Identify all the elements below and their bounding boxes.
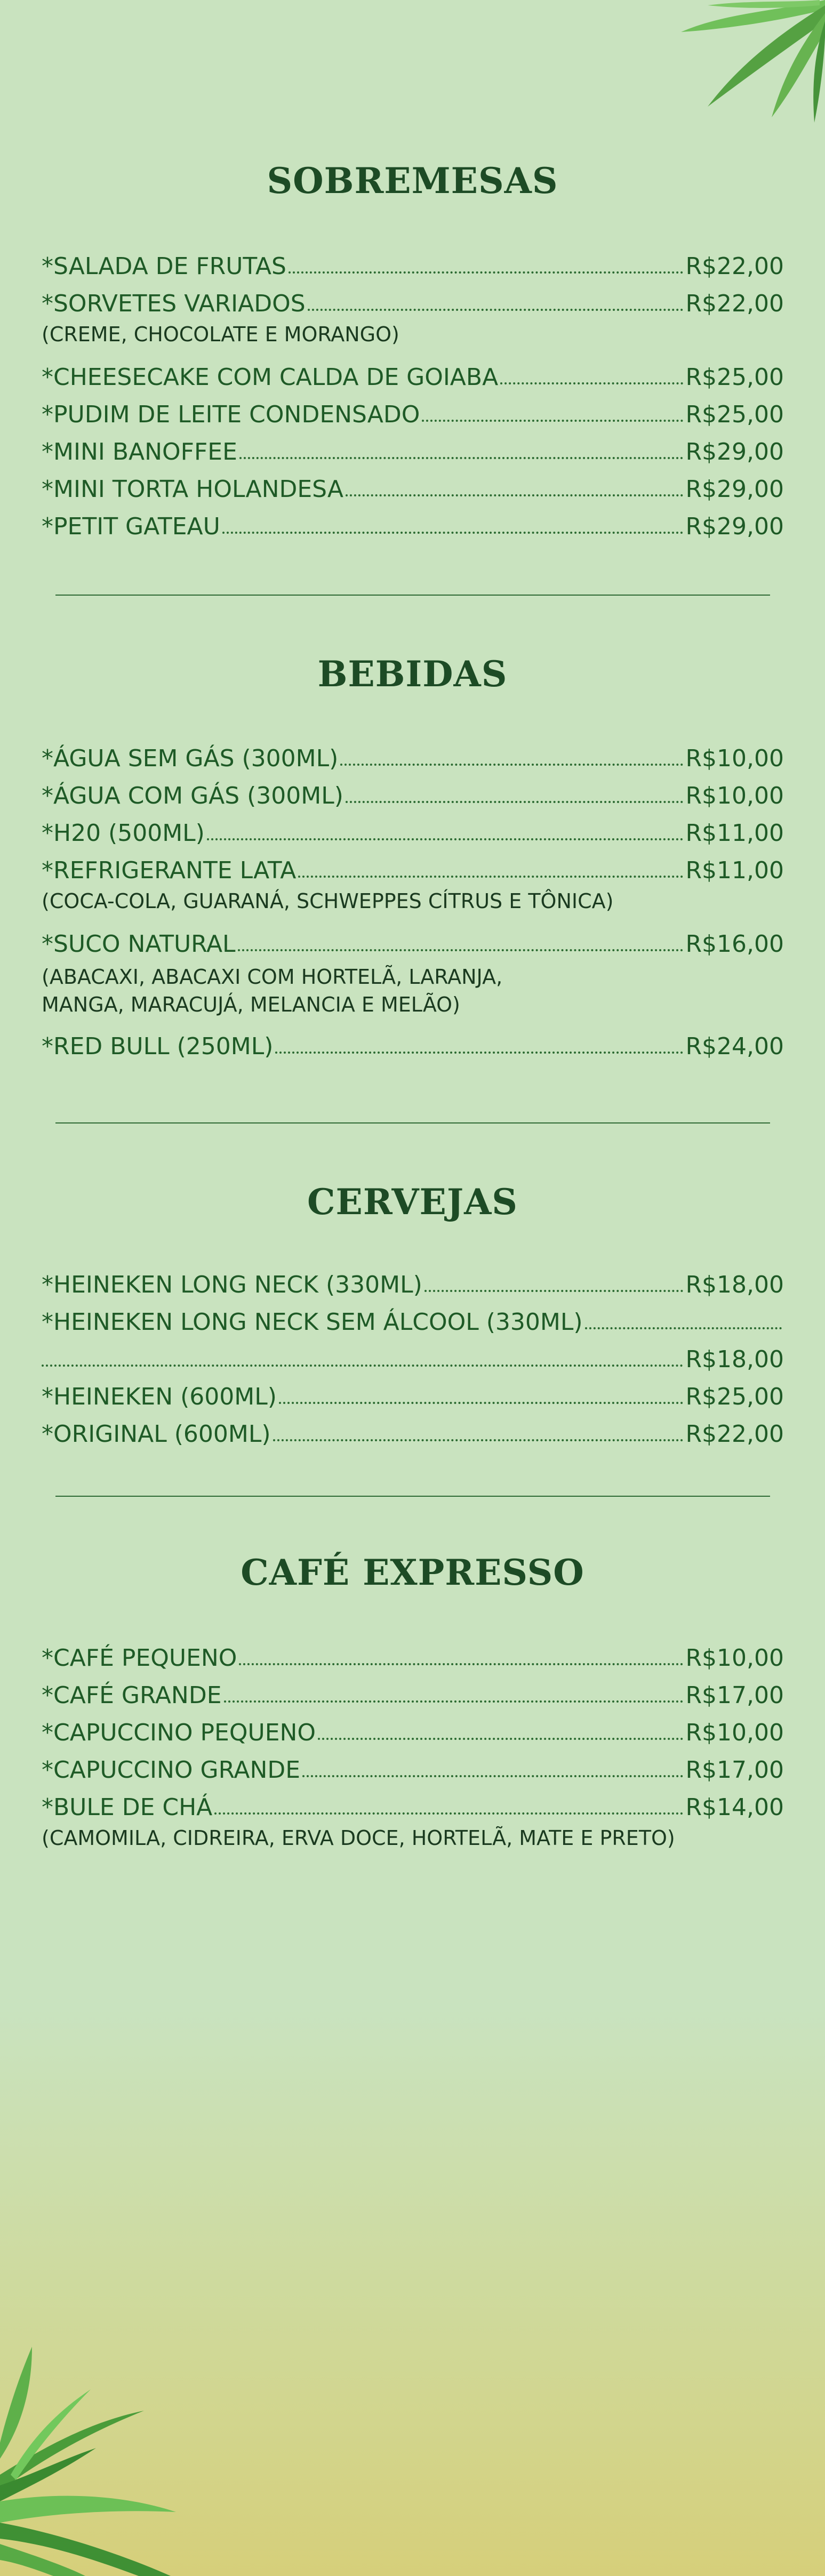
dot-leader bbox=[239, 1663, 683, 1665]
dot-leader bbox=[275, 1052, 683, 1054]
item-name: *H20 (500ML) bbox=[42, 820, 205, 847]
dot-leader bbox=[289, 271, 684, 274]
item-price: R$16,00 bbox=[685, 930, 784, 958]
menu-item bbox=[42, 391, 784, 428]
dot-leader bbox=[585, 1327, 782, 1329]
item-name: *PUDIM DE LEITE CONDENSADO bbox=[42, 401, 420, 428]
cafe-list bbox=[42, 1634, 784, 1857]
section-title-bebidas: BEBIDAS bbox=[317, 653, 508, 695]
item-name: *ÁGUA COM GÁS (300ML) bbox=[42, 782, 343, 809]
item-name: *CAPUCCINO PEQUENO bbox=[42, 1719, 316, 1746]
item-name: *REFRIGERANTE LATA bbox=[42, 857, 297, 884]
item-name: *CHEESECAKE COM CALDA DE GOIABA bbox=[42, 364, 499, 391]
item-name: *SORVETES VARIADOS bbox=[42, 290, 306, 317]
item-price: R$22,00 bbox=[685, 290, 784, 317]
item-name: *SALADA DE FRUTAS bbox=[42, 253, 286, 280]
menu-item bbox=[42, 503, 784, 540]
menu-item bbox=[42, 1634, 784, 1672]
menu-item bbox=[42, 772, 784, 809]
dot-leader bbox=[214, 1812, 683, 1815]
menu-item bbox=[42, 1746, 784, 1784]
menu-item bbox=[42, 809, 784, 847]
item-price: R$25,00 bbox=[685, 1383, 784, 1410]
section-divider bbox=[55, 595, 770, 596]
dot-leader bbox=[500, 382, 683, 384]
item-name: *RED BULL (250ML) bbox=[42, 1033, 274, 1060]
item-price: R$17,00 bbox=[685, 1682, 784, 1709]
dot-leader bbox=[238, 949, 684, 951]
menu-item-continued bbox=[42, 1336, 784, 1373]
menu-item bbox=[42, 354, 784, 391]
item-note: MANGA, MARACUJÁ, MELANCIA E MELÃO) bbox=[42, 993, 460, 1016]
item-name: *ORIGINAL (600ML) bbox=[42, 1421, 271, 1448]
dot-leader bbox=[239, 457, 684, 459]
item-price: R$10,00 bbox=[685, 745, 784, 772]
item-price: R$18,00 bbox=[685, 1271, 784, 1298]
menu-item bbox=[42, 1373, 784, 1410]
section-title-cervejas: CERVEJAS bbox=[307, 1181, 518, 1223]
item-price: R$14,00 bbox=[685, 1794, 784, 1821]
menu-item bbox=[42, 1784, 784, 1821]
dot-leader bbox=[42, 1365, 683, 1367]
item-price: R$10,00 bbox=[685, 1719, 784, 1746]
cervejas-list bbox=[42, 1261, 784, 1448]
sobremesas-list bbox=[42, 243, 784, 540]
menu-item bbox=[42, 1410, 784, 1448]
item-price: R$29,00 bbox=[685, 513, 784, 540]
item-price: R$18,00 bbox=[685, 1346, 784, 1373]
menu-item bbox=[42, 1261, 784, 1298]
item-name: *MINI BANOFFEE bbox=[42, 438, 237, 466]
item-price: R$11,00 bbox=[685, 857, 784, 884]
item-name: *CAPUCCINO GRANDE bbox=[42, 1756, 301, 1784]
dot-leader bbox=[302, 1775, 683, 1777]
section-title-sobremesas: SOBREMESAS bbox=[267, 160, 558, 202]
dot-leader bbox=[346, 801, 684, 803]
menu-item bbox=[42, 1672, 784, 1709]
section-title-cafe-expresso: CAFÉ EXPRESSO bbox=[241, 1552, 584, 1593]
item-price: R$25,00 bbox=[685, 364, 784, 391]
palm-leaf-bottom-icon bbox=[0, 2299, 235, 2576]
item-name: *MINI TORTA HOLANDESA bbox=[42, 476, 344, 503]
item-name: *BULE DE CHÁ bbox=[42, 1794, 213, 1821]
menu-item bbox=[42, 1023, 784, 1060]
item-note: (ABACAXI, ABACAXI COM HORTELÃ, LARANJA, bbox=[42, 965, 503, 989]
palm-leaf-top-icon bbox=[548, 0, 825, 128]
item-price: R$22,00 bbox=[685, 1421, 784, 1448]
dot-leader bbox=[224, 1700, 684, 1703]
item-price: R$10,00 bbox=[685, 782, 784, 809]
item-price: R$29,00 bbox=[685, 438, 784, 466]
section-divider bbox=[55, 1122, 770, 1124]
item-price: R$29,00 bbox=[685, 476, 784, 503]
dot-leader bbox=[308, 309, 684, 311]
menu-item bbox=[42, 466, 784, 503]
dot-leader bbox=[340, 764, 683, 766]
dot-leader bbox=[279, 1402, 684, 1404]
item-name: *PETIT GATEAU bbox=[42, 513, 220, 540]
section-divider bbox=[55, 1496, 770, 1497]
menu-item bbox=[42, 280, 784, 317]
item-price: R$24,00 bbox=[685, 1033, 784, 1060]
dot-leader bbox=[207, 838, 684, 840]
item-name: *CAFÉ GRANDE bbox=[42, 1682, 222, 1709]
menu-item bbox=[42, 1298, 784, 1336]
item-price: R$17,00 bbox=[685, 1756, 784, 1784]
menu-item bbox=[42, 243, 784, 280]
item-note: (CREME, CHOCOLATE E MORANGO) bbox=[42, 323, 399, 346]
dot-leader bbox=[298, 876, 683, 878]
item-name: *SUCO NATURAL bbox=[42, 930, 236, 958]
menu-item bbox=[42, 428, 784, 466]
menu-item bbox=[42, 735, 784, 772]
item-name: *CAFÉ PEQUENO bbox=[42, 1644, 237, 1672]
item-price: R$22,00 bbox=[685, 253, 784, 280]
dot-leader bbox=[273, 1439, 684, 1441]
item-price: R$25,00 bbox=[685, 401, 784, 428]
item-name: *HEINEKEN LONG NECK (330ML) bbox=[42, 1271, 422, 1298]
bebidas-list bbox=[42, 735, 784, 1060]
dot-leader bbox=[424, 1290, 684, 1292]
menu-item bbox=[42, 920, 784, 958]
dot-leader bbox=[222, 532, 684, 534]
menu-item bbox=[42, 847, 784, 884]
item-price: R$11,00 bbox=[685, 820, 784, 847]
dot-leader bbox=[422, 420, 683, 422]
item-note: (CAMOMILA, CIDREIRA, ERVA DOCE, HORTELÃ, MATE E PRETO) bbox=[42, 1826, 675, 1850]
item-price: R$10,00 bbox=[685, 1644, 784, 1672]
item-name: *HEINEKEN (600ML) bbox=[42, 1383, 277, 1410]
dot-leader bbox=[346, 494, 683, 496]
item-name: *ÁGUA SEM GÁS (300ML) bbox=[42, 745, 339, 772]
item-note: (COCA-COLA, GUARANÁ, SCHWEPPES CÍTRUS E TÔNICA) bbox=[42, 889, 614, 913]
dot-leader bbox=[318, 1738, 683, 1740]
item-name: *HEINEKEN LONG NECK SEM ÁLCOOL (330ML) bbox=[42, 1309, 583, 1336]
menu-item bbox=[42, 1709, 784, 1746]
